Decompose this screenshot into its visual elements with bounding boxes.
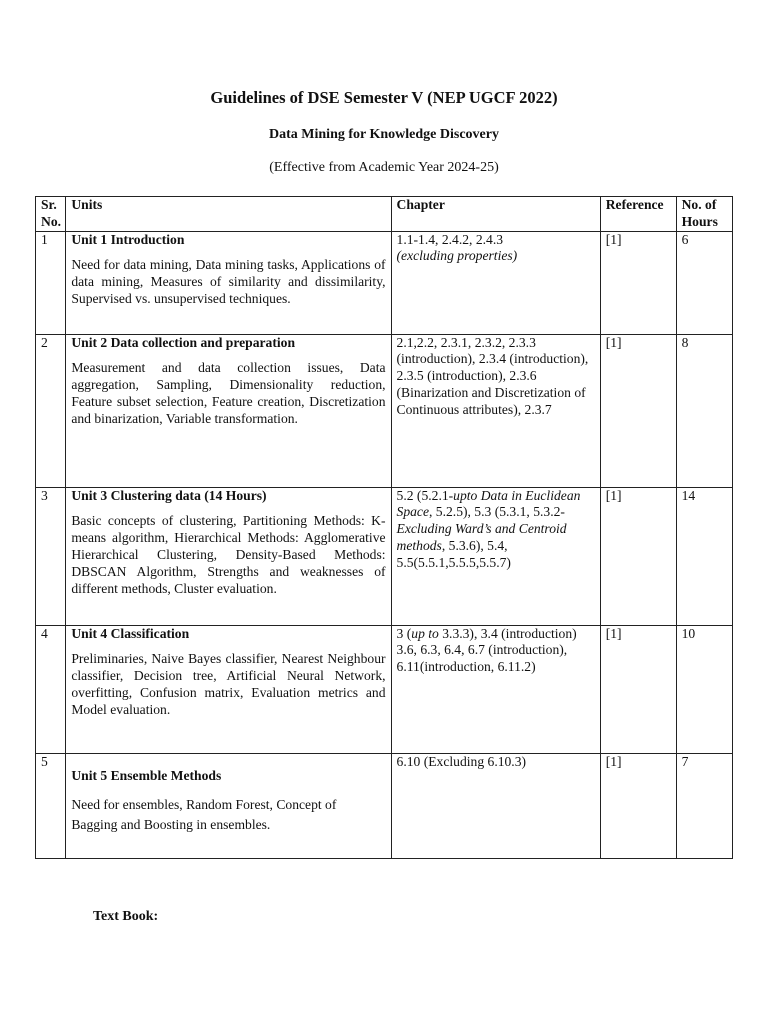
header-hours-line1: No. of — [681, 197, 717, 212]
unit-title: Unit 5 Ensemble Methods — [71, 767, 222, 783]
unit-description: Basic concepts of clustering, Partitioning Methods: K-means algorithm, Hierarchical Methods: Agglomerative Hierarchical Clustering, Density-Based Methods: DBSCAN Algorithm, Strengths and weaknesses of different methods, Cluster evaluation. — [71, 513, 386, 596]
unit-description: Need for data mining, Data mining tasks, Applications of data mining, Measures of similarity and dissimilarity, Supervised vs. unsupervised techniques. — [71, 257, 386, 306]
unit-title: Unit 2 Data collection and preparation — [71, 334, 296, 350]
header-sr — [36, 197, 66, 232]
hours-cell: 10 — [676, 625, 732, 753]
chapter-italic-text: upto Data in Euclidean Space — [396, 487, 581, 520]
units-cell — [66, 334, 391, 487]
sr-cell: 1 — [36, 231, 66, 334]
table-row — [36, 625, 733, 753]
course-title: Data Mining for Knowledge Discovery — [269, 127, 499, 142]
unit-title: Unit 3 Clustering data (14 Hours) — [71, 487, 267, 503]
sr-cell: 4 — [36, 625, 66, 753]
unit-description: Need for ensembles, Random Forest, Concept of Bagging and Boosting in ensembles. — [71, 797, 337, 833]
unit-description: Measurement and data collection issues, Data aggregation, Sampling, Dimensionality reduction, Feature subset selection, Feature creation, Discretization and binarization, Variable transformation. — [71, 360, 386, 426]
chapter-text: 3.3.3), 3.4 (introduction) 3.6, 6.3, 6.4, 6.7 (introduction), 6.11(introduction, 6.11.2) — [396, 625, 577, 675]
units-cell — [66, 487, 391, 625]
chapter-cell: 6.10 (Excluding 6.10.3) — [391, 753, 600, 858]
chapter-cell: 2.1,2.2, 2.3.1, 2.3.2, 2.3.3 (introduction), 2.3.4 (introduction), 2.3.5 (introduction), 2.3.6 (Binarization and Discretization of Continuous attributes), 2.3.7 — [391, 334, 600, 487]
reference-cell: [1] — [600, 231, 676, 334]
unit-title: Unit 1 Introduction — [71, 231, 185, 247]
hours-cell: 6 — [676, 231, 732, 334]
units-cell — [66, 231, 391, 334]
effective-note: (Effective from Academic Year 2024-25) — [269, 160, 499, 175]
syllabus-table — [35, 196, 733, 859]
table-row — [36, 231, 733, 334]
table-header-row — [36, 197, 733, 232]
header-chapter: Chapter — [391, 197, 600, 232]
reference-cell: [1] — [600, 625, 676, 753]
table-row — [36, 334, 733, 487]
reference-cell: [1] — [600, 334, 676, 487]
header-hours — [676, 197, 732, 232]
header-units: Units — [66, 197, 391, 232]
sr-cell: 2 — [36, 334, 66, 487]
textbook-label: Text Book: — [93, 909, 159, 924]
unit-description: Preliminaries, Naive Bayes classifier, Nearest Neighbour classifier, Decision tree, Artificial Neural Network, overfitting, Confusion matrix, Evaluation metrics and Model evaluation. — [71, 651, 386, 717]
sr-cell: 5 — [36, 753, 66, 858]
header-reference: Reference — [600, 197, 676, 232]
reference-cell: [1] — [600, 753, 676, 858]
hours-cell: 14 — [676, 487, 732, 625]
chapter-text: 1.1-1.4, 2.4.2, 2.4.3 — [396, 231, 504, 247]
page-title: Guidelines of DSE Semester V (NEP UGCF 2022) — [210, 88, 558, 107]
units-cell — [66, 753, 391, 858]
chapter-text: 3 ( — [396, 625, 412, 641]
sr-cell: 3 — [36, 487, 66, 625]
header-sr-line2: No. — [41, 213, 62, 229]
header-hours-line2: Hours — [681, 213, 718, 229]
chapter-text: 5.2 (5.2.1- — [396, 487, 454, 503]
table-row — [36, 487, 733, 625]
hours-cell: 8 — [676, 334, 732, 487]
units-cell — [66, 625, 391, 753]
chapter-italic-text: Excluding Ward’s and Centroid methods — [396, 521, 567, 553]
header-sr-line1: Sr. — [41, 197, 57, 212]
chapter-cell — [391, 487, 600, 625]
chapter-cell — [391, 231, 600, 334]
chapter-text: , 5.3.6), 5.4, 5.5(5.5.1,5.5.5,5.5.7) — [396, 537, 511, 570]
hours-cell: 7 — [676, 753, 732, 858]
chapter-text: , 5.2.5), 5.3 (5.3.1, 5.3.2- — [429, 504, 565, 520]
table-row — [36, 753, 733, 858]
chapter-italic-text: up to — [411, 625, 439, 641]
unit-title: Unit 4 Classification — [71, 625, 190, 641]
chapter-cell — [391, 625, 600, 753]
chapter-italic-text: (excluding properties) — [396, 248, 518, 264]
reference-cell: [1] — [600, 487, 676, 625]
